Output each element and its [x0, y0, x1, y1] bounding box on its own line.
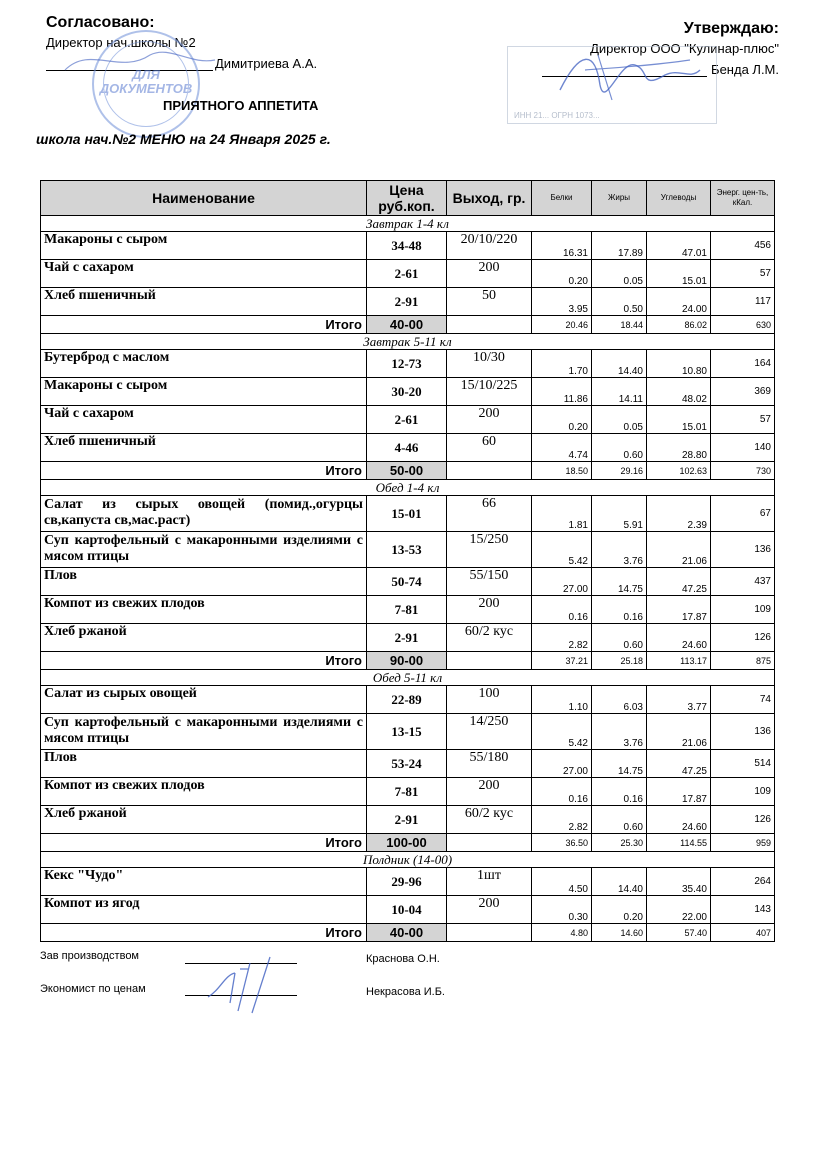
total-output-empty: [447, 924, 532, 942]
school-date-line: школа нач.№2 МЕНЮ на 24 Января 2025 г.: [36, 131, 331, 147]
dish-energy: 74: [711, 686, 775, 714]
total-carbs: 57.40: [647, 924, 711, 942]
total-row: [41, 652, 775, 670]
dish-output: 66: [447, 496, 532, 532]
dish-price: 2-61: [367, 406, 447, 434]
table-row: [41, 596, 775, 624]
total-output-empty: [447, 834, 532, 852]
dish-name: Хлеб ржаной: [41, 624, 367, 652]
dish-fat: 14.75: [592, 750, 647, 778]
dish-energy: 136: [711, 532, 775, 568]
col-name-header: Наименование: [41, 181, 367, 216]
dish-fat: 14.11: [592, 378, 647, 406]
menu-title: ПРИЯТНОГО АППЕТИТА: [163, 98, 319, 113]
dish-name: Чай с сахаром: [41, 260, 367, 288]
table-row: [41, 624, 775, 652]
total-row: [41, 316, 775, 334]
dish-carbs: 17.87: [647, 778, 711, 806]
col-energy-header: Энерг. цен-ть, кКал.: [711, 181, 775, 216]
dish-price: 12-73: [367, 350, 447, 378]
table-row: [41, 260, 775, 288]
table-row: [41, 568, 775, 596]
dish-energy: 67: [711, 496, 775, 532]
section-title: Обед 5-11 кл: [41, 670, 775, 686]
left-signer-name: Димитриева А.А.: [215, 56, 318, 71]
table-row: [41, 378, 775, 406]
col-carbs-header: Углеводы: [647, 181, 711, 216]
section-header-row: [41, 216, 775, 232]
dish-name: Плов: [41, 750, 367, 778]
table-row: [41, 496, 775, 532]
dish-price: 22-89: [367, 686, 447, 714]
dish-fat: 0.20: [592, 896, 647, 924]
dish-output: 15/10/225: [447, 378, 532, 406]
total-price: 40-00: [367, 924, 447, 942]
dish-fat: 5.91: [592, 496, 647, 532]
table-row: [41, 532, 775, 568]
dish-price: 4-46: [367, 434, 447, 462]
total-fat: 14.60: [592, 924, 647, 942]
dish-name: Салат из сырых овощей (помид.,огурцы св,капуста св,мас.раст): [41, 496, 367, 532]
total-energy: 959: [711, 834, 775, 852]
total-energy: 407: [711, 924, 775, 942]
dish-energy: 126: [711, 806, 775, 834]
dish-protein: 1.10: [532, 686, 592, 714]
total-fat: 25.18: [592, 652, 647, 670]
dish-protein: 0.16: [532, 778, 592, 806]
dish-carbs: 17.87: [647, 596, 711, 624]
dish-price: 7-81: [367, 778, 447, 806]
dish-name: Чай с сахаром: [41, 406, 367, 434]
dish-carbs: 21.06: [647, 714, 711, 750]
table-header-row: [41, 181, 775, 216]
dish-protein: 2.82: [532, 806, 592, 834]
dish-price: 2-91: [367, 806, 447, 834]
dish-energy: 264: [711, 868, 775, 896]
dish-name: Салат из сырых овощей: [41, 686, 367, 714]
dish-price: 13-53: [367, 532, 447, 568]
total-carbs: 102.63: [647, 462, 711, 480]
dish-output: 50: [447, 288, 532, 316]
total-label: Итого: [41, 316, 367, 334]
dish-fat: 0.60: [592, 806, 647, 834]
dish-output: 200: [447, 406, 532, 434]
total-row: [41, 462, 775, 480]
dish-price: 13-15: [367, 714, 447, 750]
dish-carbs: 22.00: [647, 896, 711, 924]
table-row: [41, 434, 775, 462]
dish-output: 100: [447, 686, 532, 714]
footer-economist-name: Некрасова И.Б.: [366, 986, 445, 998]
dish-energy: 109: [711, 778, 775, 806]
dish-protein: 16.31: [532, 232, 592, 260]
dish-energy: 117: [711, 288, 775, 316]
dish-protein: 4.74: [532, 434, 592, 462]
dish-energy: 109: [711, 596, 775, 624]
dish-price: 53-24: [367, 750, 447, 778]
dish-energy: 369: [711, 378, 775, 406]
total-protein: 4.80: [532, 924, 592, 942]
total-row: [41, 834, 775, 852]
total-price: 40-00: [367, 316, 447, 334]
dish-output: 20/10/220: [447, 232, 532, 260]
dish-fat: 3.76: [592, 714, 647, 750]
col-price-header: Цена руб.коп.: [367, 181, 447, 216]
dish-protein: 1.70: [532, 350, 592, 378]
total-energy: 875: [711, 652, 775, 670]
agreed-title: Согласовано:: [46, 14, 155, 31]
dish-carbs: 15.01: [647, 406, 711, 434]
total-label: Итого: [41, 924, 367, 942]
dish-price: 2-91: [367, 288, 447, 316]
dish-carbs: 28.80: [647, 434, 711, 462]
section-title: Завтрак 1-4 кл: [41, 216, 775, 232]
dish-energy: 57: [711, 406, 775, 434]
total-energy: 630: [711, 316, 775, 334]
dish-energy: 456: [711, 232, 775, 260]
dish-carbs: 48.02: [647, 378, 711, 406]
dish-price: 10-04: [367, 896, 447, 924]
total-label: Итого: [41, 834, 367, 852]
col-out-header: Выход, гр.: [447, 181, 532, 216]
section-header-row: [41, 670, 775, 686]
dish-fat: 0.05: [592, 406, 647, 434]
table-row: [41, 714, 775, 750]
left-position: Директор нач.школы №2: [46, 35, 196, 50]
dish-price: 34-48: [367, 232, 447, 260]
dish-output: 10/30: [447, 350, 532, 378]
dish-protein: 5.42: [532, 714, 592, 750]
dish-output: 55/180: [447, 750, 532, 778]
table-row: [41, 806, 775, 834]
menu-table: [40, 180, 775, 942]
dish-name: Плов: [41, 568, 367, 596]
dish-protein: 0.20: [532, 406, 592, 434]
table-row: [41, 750, 775, 778]
dish-output: 55/150: [447, 568, 532, 596]
right-signature-scribble: [540, 40, 710, 110]
dish-fat: 0.60: [592, 624, 647, 652]
dish-carbs: 2.39: [647, 496, 711, 532]
total-carbs: 113.17: [647, 652, 711, 670]
total-row: [41, 924, 775, 942]
total-energy: 730: [711, 462, 775, 480]
dish-output: 60/2 кус: [447, 624, 532, 652]
total-price: 90-00: [367, 652, 447, 670]
economist-signature-scribble: [200, 955, 280, 1015]
dish-fat: 17.89: [592, 232, 647, 260]
total-fat: 29.16: [592, 462, 647, 480]
dish-energy: 126: [711, 624, 775, 652]
dish-output: 200: [447, 778, 532, 806]
dish-fat: 14.40: [592, 350, 647, 378]
dish-fat: 6.03: [592, 686, 647, 714]
section-header-row: [41, 334, 775, 350]
approve-title: Утверждаю:: [683, 20, 779, 37]
dish-name: Макароны с сыром: [41, 378, 367, 406]
section-title: Завтрак 5-11 кл: [41, 334, 775, 350]
section-title: Полдник (14-00): [41, 852, 775, 868]
total-protein: 37.21: [532, 652, 592, 670]
round-stamp-text: ДЛЯ ДОКУМЕНТОВ: [99, 67, 193, 96]
dish-price: 50-74: [367, 568, 447, 596]
dish-carbs: 24.00: [647, 288, 711, 316]
dish-output: 15/250: [447, 532, 532, 568]
dish-output: 200: [447, 260, 532, 288]
section-title: Обед 1-4 кл: [41, 480, 775, 496]
dish-energy: 57: [711, 260, 775, 288]
dish-name: Кекс "Чудо": [41, 868, 367, 896]
dish-output: 14/250: [447, 714, 532, 750]
dish-fat: 0.16: [592, 778, 647, 806]
dish-name: Хлеб пшеничный: [41, 288, 367, 316]
dish-name: Компот из ягод: [41, 896, 367, 924]
dish-protein: 3.95: [532, 288, 592, 316]
dish-output: 200: [447, 596, 532, 624]
dish-fat: 0.05: [592, 260, 647, 288]
dish-carbs: 21.06: [647, 532, 711, 568]
total-protein: 18.50: [532, 462, 592, 480]
table-row: [41, 232, 775, 260]
table-row: [41, 686, 775, 714]
dish-carbs: 10.80: [647, 350, 711, 378]
footer-production-name: Краснова О.Н.: [366, 953, 440, 965]
right-position: Директор ООО "Кулинар-плюс": [590, 41, 779, 56]
total-label: Итого: [41, 652, 367, 670]
dish-energy: 437: [711, 568, 775, 596]
left-signature-scribble: [60, 40, 220, 80]
dish-protein: 0.16: [532, 596, 592, 624]
dish-fat: 0.60: [592, 434, 647, 462]
col-protein-header: Белки: [532, 181, 592, 216]
dish-fat: 14.40: [592, 868, 647, 896]
dish-output: 60/2 кус: [447, 806, 532, 834]
dish-fat: 3.76: [592, 532, 647, 568]
dish-protein: 1.81: [532, 496, 592, 532]
total-fat: 25.30: [592, 834, 647, 852]
dish-output: 1шт: [447, 868, 532, 896]
total-label: Итого: [41, 462, 367, 480]
dish-carbs: 3.77: [647, 686, 711, 714]
dish-protein: 0.20: [532, 260, 592, 288]
table-row: [41, 868, 775, 896]
dish-price: 2-61: [367, 260, 447, 288]
dish-energy: 164: [711, 350, 775, 378]
table-row: [41, 350, 775, 378]
total-protein: 36.50: [532, 834, 592, 852]
dish-protein: 0.30: [532, 896, 592, 924]
dish-carbs: 47.25: [647, 568, 711, 596]
organization-stamp-text: ИНН 21... ОГРН 1073...: [514, 111, 600, 120]
dish-name: Макароны с сыром: [41, 232, 367, 260]
total-output-empty: [447, 462, 532, 480]
dish-carbs: 15.01: [647, 260, 711, 288]
dish-fat: 0.16: [592, 596, 647, 624]
total-protein: 20.46: [532, 316, 592, 334]
dish-carbs: 24.60: [647, 806, 711, 834]
right-signer-name: Бенда Л.М.: [711, 62, 779, 77]
dish-output: 60: [447, 434, 532, 462]
dish-energy: 143: [711, 896, 775, 924]
total-price: 50-00: [367, 462, 447, 480]
total-output-empty: [447, 316, 532, 334]
dish-energy: 136: [711, 714, 775, 750]
section-header-row: [41, 480, 775, 496]
footer-production-label: Зав производством: [40, 950, 139, 962]
dish-protein: 4.50: [532, 868, 592, 896]
total-output-empty: [447, 652, 532, 670]
dish-protein: 27.00: [532, 568, 592, 596]
dish-output: 200: [447, 896, 532, 924]
dish-price: 30-20: [367, 378, 447, 406]
dish-name: Суп картофельный с макаронными изделиями с мясом птицы: [41, 532, 367, 568]
total-carbs: 114.55: [647, 834, 711, 852]
dish-price: 15-01: [367, 496, 447, 532]
table-row: [41, 896, 775, 924]
dish-fat: 0.50: [592, 288, 647, 316]
dish-protein: 2.82: [532, 624, 592, 652]
dish-protein: 27.00: [532, 750, 592, 778]
dish-carbs: 47.01: [647, 232, 711, 260]
dish-name: Компот из свежих плодов: [41, 596, 367, 624]
dish-name: Бутерброд с маслом: [41, 350, 367, 378]
total-fat: 18.44: [592, 316, 647, 334]
col-fat-header: Жиры: [592, 181, 647, 216]
dish-energy: 514: [711, 750, 775, 778]
table-row: [41, 288, 775, 316]
dish-carbs: 24.60: [647, 624, 711, 652]
dish-energy: 140: [711, 434, 775, 462]
dish-name: Суп картофельный с макаронными изделиями с мясом птицы: [41, 714, 367, 750]
table-row: [41, 778, 775, 806]
dish-protein: 5.42: [532, 532, 592, 568]
total-price: 100-00: [367, 834, 447, 852]
dish-protein: 11.86: [532, 378, 592, 406]
total-carbs: 86.02: [647, 316, 711, 334]
dish-name: Хлеб ржаной: [41, 806, 367, 834]
footer-economist-label: Экономист по ценам: [40, 983, 146, 995]
dish-carbs: 47.25: [647, 750, 711, 778]
dish-fat: 14.75: [592, 568, 647, 596]
table-row: [41, 406, 775, 434]
dish-name: Компот из свежих плодов: [41, 778, 367, 806]
dish-price: 29-96: [367, 868, 447, 896]
dish-price: 7-81: [367, 596, 447, 624]
section-header-row: [41, 852, 775, 868]
dish-name: Хлеб пшеничный: [41, 434, 367, 462]
dish-price: 2-91: [367, 624, 447, 652]
dish-carbs: 35.40: [647, 868, 711, 896]
